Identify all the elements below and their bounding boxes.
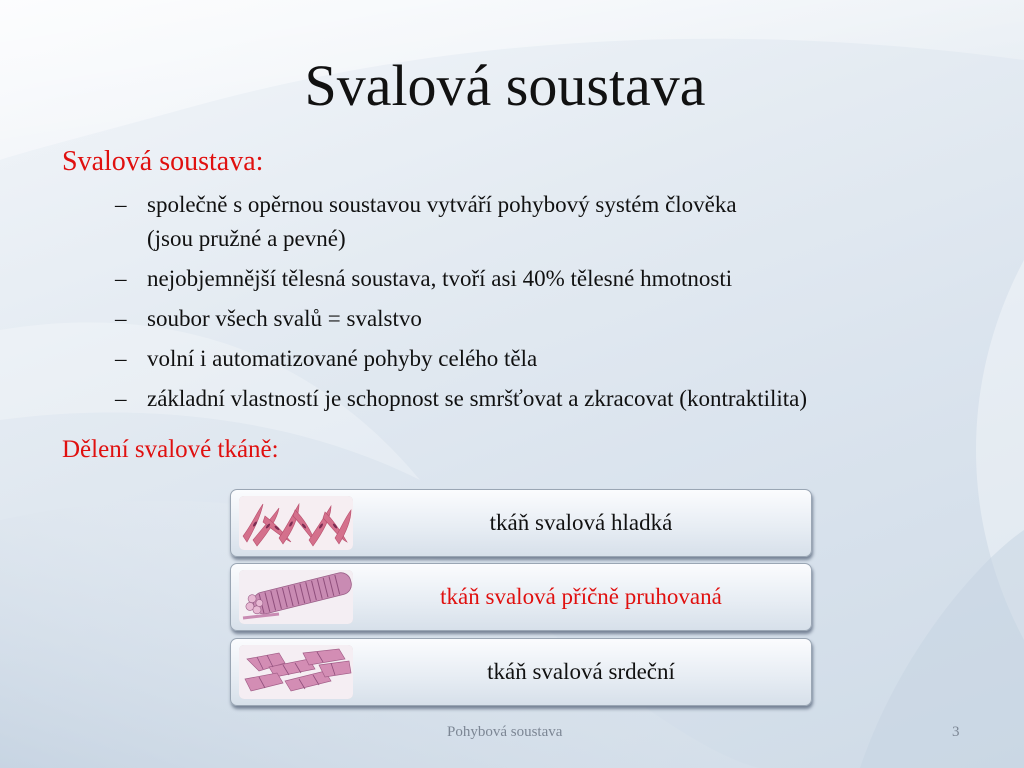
slide-title: Svalová soustava — [304, 53, 706, 118]
dash-bullet: – — [115, 192, 127, 217]
bullet-continuation: (jsou pružné a pevné) — [147, 226, 346, 251]
bullet-list — [115, 188, 995, 422]
bullet-text: společně s opěrnou soustavou vytváří pohybový systém člověka — [147, 192, 737, 217]
list-item — [115, 342, 995, 376]
bullet-text: soubor všech svalů = svalstvo — [147, 306, 422, 331]
tissue-label-smooth: tkáň svalová hladká — [489, 510, 673, 535]
tissue-box-smooth[interactable] — [230, 489, 812, 557]
cardiac-muscle-image — [239, 645, 353, 699]
striated-muscle-image — [239, 570, 353, 624]
tissue-label-striated: tkáň svalová příčně pruhovaná — [440, 584, 722, 609]
list-item — [115, 262, 995, 296]
section-heading-tissue-division: Dělení svalové tkáně: — [62, 436, 279, 463]
section-heading-muscle-system: Svalová soustava: — [62, 146, 264, 177]
dash-bullet: – — [115, 306, 127, 331]
list-item — [115, 302, 995, 336]
dash-bullet: – — [115, 346, 127, 371]
footer-text: Pohybová soustava — [447, 724, 563, 740]
list-item — [115, 188, 995, 256]
tissue-box-cardiac[interactable] — [230, 638, 812, 706]
page-number: 3 — [952, 724, 960, 740]
list-item — [115, 382, 995, 416]
bullet-text: základní vlastností je schopnost se smršťovat a zkracovat (kontraktilita) — [147, 386, 808, 411]
dash-bullet: – — [115, 266, 127, 291]
bullet-text: volní i automatizované pohyby celého těla — [147, 346, 538, 371]
tissue-box-striated[interactable] — [230, 563, 812, 631]
dash-bullet: – — [115, 386, 127, 411]
smooth-muscle-image — [239, 496, 353, 550]
bullet-text: nejobjemnější tělesná soustava, tvoří asi 40% tělesné hmotnosti — [147, 266, 733, 291]
tissue-label-cardiac: tkáň svalová srdeční — [487, 659, 675, 684]
